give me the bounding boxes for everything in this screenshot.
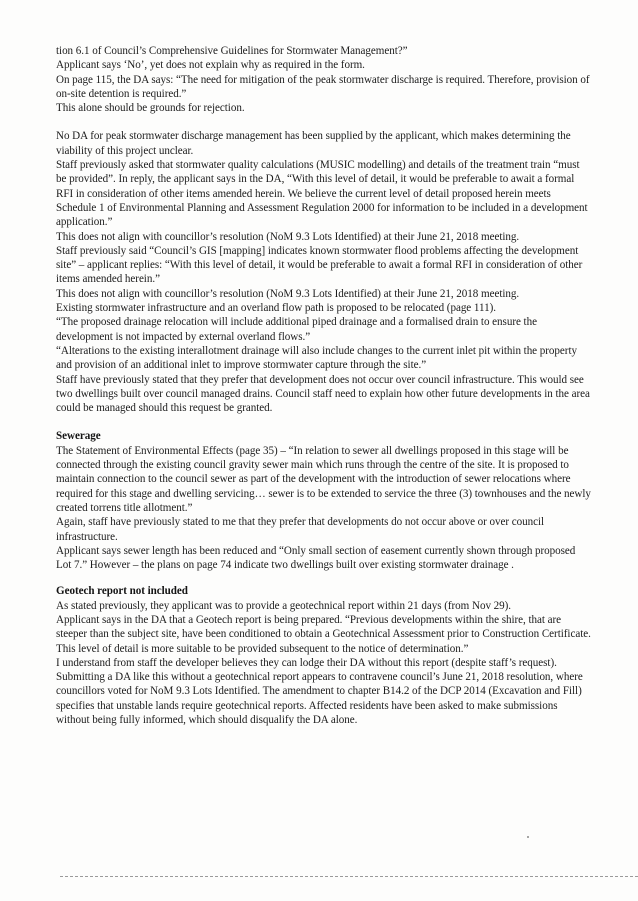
document-body: [56, 44, 592, 727]
scan-artifact: [527, 836, 529, 838]
paragraph: On page 115, the DA says: “The need for mitigation of the peak stormwater discharge is required. Therefore, provision of on-site detention is required.”: [56, 73, 590, 100]
paragraph: Applicant says sewer length has been reduced and “Only small section of easement currently shown through proposed Lot 7.” However – the plans on page 74 indicate two dwellings built over existing stormwater drainage .: [56, 544, 576, 572]
section-gap: [56, 415, 592, 429]
paragraph: I understand from staff the developer believes they can lodge their DA without this report (despite staff’s request).: [56, 656, 557, 669]
paragraph: This does not align with councillor’s resolution (NoM 9.3 Lots Identified) at their June 21, 2018 meeting.: [56, 287, 520, 300]
scan-edge-line: [60, 876, 638, 877]
paragraph: Applicant says ‘No’, yet does not explain why as required in the form.: [56, 59, 365, 72]
section-gap: [56, 572, 592, 584]
paragraph: As stated previously, they applicant was to provide a geotechnical report within 21 days (from Nov 29).: [56, 599, 512, 612]
paragraph: Staff previously asked that stormwater quality calculations (MUSIC modelling) and details of the treatment train “must be provided”. In reply, the applicant says in the DA, “With this level of detail, it would be preferable to await a formal RFI in consideration of other items amended herein. We believe the current level of detail proposed herein meets Schedule 1 of Environmental Planning and Assessment Regulation 2000 for information to be included in a development application.”: [56, 159, 588, 229]
paragraph: tion 6.1 of Council’s Comprehensive Guidelines for Stormwater Management?”: [56, 45, 408, 57]
paragraph: Again, staff have previously stated to me that they prefer that developments do not occur above or over council infrastructure.: [56, 516, 545, 543]
paragraph: This does not align with councillor’s resolution (NoM 9.3 Lots Identified) at their June 21, 2018 meeting.: [56, 230, 520, 243]
paragraph: Applicant says in the DA that a Geotech report is being prepared. “Previous developments within the shire, that are steeper than the subject site, have been conditioned to obtain a Geotechnical Assessment prior to Construction Certificate. This level of detail is more suitable to be provided subsequent to the notice of determination.”: [56, 613, 591, 655]
paragraph: Staff previously said “Council’s GIS [mapping] indicates known stormwater flood problems affecting the development site” – applicant replies: “With this level of detail, it would be preferable to await a formal RFI in consideration of other items amended herein.”: [56, 244, 583, 286]
paragraph: “Alterations to the existing interallotment drainage will also include changes to the current inlet pit within the property and provision of an additional inlet to improve stormwater capture through the site.”: [56, 344, 577, 372]
section-heading-geotech: Geotech report not included: [56, 585, 188, 598]
paragraph: The Statement of Environmental Effects (page 35) – “In relation to sewer all dwellings proposed in this stage will be connected through the existing council gravity sewer main which runs through the centre of the site. It is proposed to maintain connection to the council sewer as part of the development with the introduction of sewer relocations where required for this stage and dwelling servicing… sewer is to be extended to service the three (3) townhouses and the newly created torrens title allotment.”: [56, 444, 591, 514]
paragraph: “The proposed drainage relocation will include additional piped drainage and a formalised drain to ensure the development is not impacted by external overland flows.”: [56, 316, 537, 343]
paragraph: Staff have previously stated that they prefer that development does not occur over council infrastructure. This would see two dwellings built over council managed drains. Council staff need to explain how other future developments in the area could be managed should this request be granted.: [56, 373, 590, 415]
paragraph: Submitting a DA like this without a geotechnical report appears to contravene council’s June 21, 2018 resolution, where councillors voted for NoM 9.3 Lots Identified. The amendment to chapter B14.2 of the DCP 2014 (Excavation and Fill) specifies that unstable lands require geotechnical reports. Affected residents have been asked to make submissions without being fully informed, which should disqualify the DA alone.: [56, 671, 583, 727]
paragraph: Existing stormwater infrastructure and an overland flow path is proposed to be relocated (page 111).: [56, 302, 496, 315]
paragraph-gap: [56, 115, 592, 129]
section-heading-sewerage: Sewerage: [56, 430, 101, 443]
paragraph: No DA for peak stormwater discharge management has been supplied by the applicant, which makes determining the viability of this project unclear.: [56, 130, 571, 157]
paragraph: This alone should be grounds for rejection.: [56, 102, 245, 115]
